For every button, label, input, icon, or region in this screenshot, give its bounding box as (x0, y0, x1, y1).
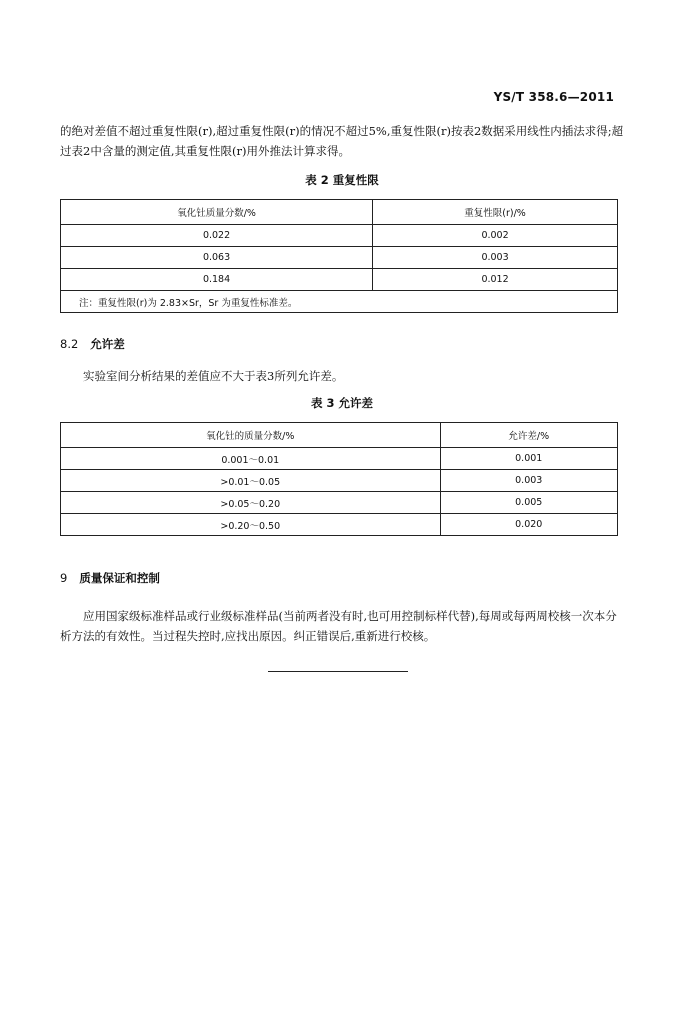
section-number: 9 (60, 571, 68, 585)
table-cell: 0.003 (440, 470, 618, 492)
table-cell: 0.005 (440, 492, 618, 514)
table-cell: 0.001～0.01 (61, 448, 441, 470)
section-title: 质量保证和控制 (79, 571, 160, 585)
table3-caption: 表 3 允许差 (310, 396, 373, 410)
table-cell: >0.05～0.20 (61, 492, 441, 514)
repeatability-table (60, 199, 618, 313)
section-number: 8.2 (60, 337, 79, 351)
table-header-row (61, 423, 618, 448)
column-header: 氧化钍质量分数/% (61, 200, 373, 225)
standard-code: YS/T 358.6—2011 (493, 90, 614, 104)
table-cell: 0.022 (61, 225, 373, 247)
table-note: 注：重复性限(r)为 2.83×Sr，Sr 为重复性标准差。 (61, 291, 618, 313)
section-9-heading (60, 570, 160, 586)
table-row (61, 269, 618, 291)
table-cell: 0.003 (373, 247, 618, 269)
table-row (61, 470, 618, 492)
continuation-paragraph: 的绝对差值不超过重复性限(r),超过重复性限(r)的情况不超过5%,重复性限(r)按表2数据采用线性内插法求得;超过表2中含量的测定值,其重复性限(r)用外推法计算求得。 (60, 124, 624, 158)
table-row (61, 448, 618, 470)
table2-caption: 表 2 重复性限 (305, 173, 379, 187)
column-header: 氧化钍的质量分数/% (61, 423, 441, 448)
table-row (61, 492, 618, 514)
table-cell: 0.012 (373, 269, 618, 291)
table-cell: 0.063 (61, 247, 373, 269)
table-row (61, 247, 618, 269)
table-cell: 0.002 (373, 225, 618, 247)
tolerance-paragraph: 实验室间分析结果的差值应不大于表3所列允许差。 (83, 369, 344, 383)
section-8-2-heading (60, 336, 125, 352)
table-note-row (61, 291, 618, 313)
table-header-row (61, 200, 618, 225)
table-cell: >0.20～0.50 (61, 514, 441, 536)
section-title: 允许差 (90, 337, 125, 351)
tolerance-table (60, 422, 618, 536)
column-header: 重复性限(r)/% (373, 200, 618, 225)
quality-control-paragraph: 应用国家级标准样品或行业级标准样品(当前两者没有时,也可用控制标样代替),每周或每两周校核一次本分析方法的有效性。当过程失控时,应找出原因。纠正错误后,重新进行校核。 (60, 609, 617, 643)
table-cell: 0.001 (440, 448, 618, 470)
table-row (61, 514, 618, 536)
table-row (61, 225, 618, 247)
table-cell: 0.184 (61, 269, 373, 291)
table-cell: 0.020 (440, 514, 618, 536)
column-header: 允许差/% (440, 423, 618, 448)
end-of-document-rule (268, 671, 408, 672)
table-cell: >0.01～0.05 (61, 470, 441, 492)
